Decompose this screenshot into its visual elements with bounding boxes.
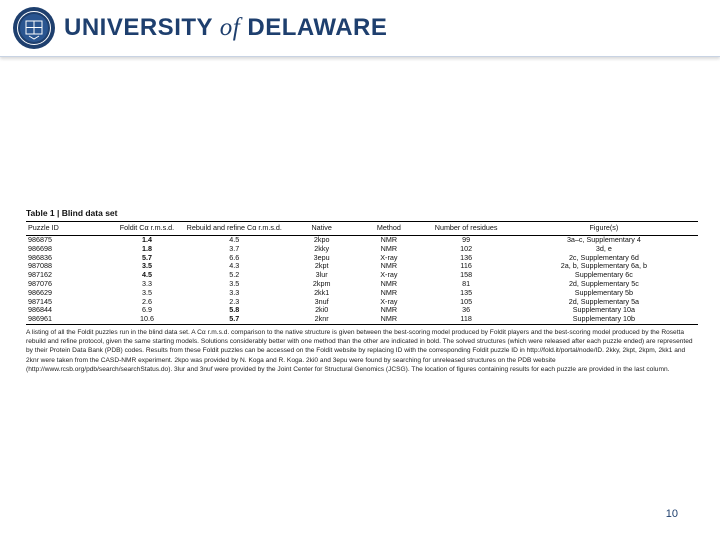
table-cell: 158 xyxy=(460,270,473,280)
table-cell: 3.3 xyxy=(141,278,152,288)
table-cell: 1.8 xyxy=(141,243,152,253)
table-row xyxy=(26,315,698,324)
table-cell: NMR xyxy=(380,305,398,315)
table-cell: 2a, b, Supplementary 6a, b xyxy=(560,261,648,271)
table-cell: 3.5 xyxy=(141,261,152,271)
table-cell: 986875 xyxy=(28,235,52,244)
table-cell: 2kpm xyxy=(312,278,331,288)
column-header: Puzzle ID xyxy=(26,222,113,236)
table-cell: 36 xyxy=(462,305,471,315)
table-cell: 136 xyxy=(460,252,473,262)
column-header: Foldit Cα r.m.s.d. xyxy=(113,222,180,236)
table-cell: 116 xyxy=(460,261,472,271)
table-cell: 10.6 xyxy=(113,315,180,324)
table-cell: 3.5 xyxy=(141,287,152,297)
column-header: Native xyxy=(288,222,355,236)
table-cell: 81 xyxy=(462,278,471,288)
table-cell: X-ray xyxy=(380,252,398,262)
table-cell: 986844 xyxy=(28,305,52,315)
table-cell: Supplementary 10b xyxy=(510,315,698,324)
table-cell: 3nuf xyxy=(314,296,329,306)
page-number: 10 xyxy=(665,508,678,520)
university-wordmark xyxy=(64,14,387,42)
table-cell: 2d, Supplementary 5c xyxy=(568,278,639,288)
table-cell: 3a–c, Supplementary 4 xyxy=(566,235,641,244)
table-cell: NMR xyxy=(380,278,398,288)
table-cell: 6.6 xyxy=(229,252,240,262)
column-header: Rebuild and refine Cα r.m.s.d. xyxy=(181,222,289,236)
table-cell: 987145 xyxy=(28,296,52,306)
table-cell: 2knr xyxy=(288,315,355,324)
table-cell: NMR xyxy=(380,287,398,297)
slide-header xyxy=(0,0,720,57)
table-cell: 2kk1 xyxy=(314,287,330,297)
table-cell: Supplementary 5b xyxy=(574,287,634,297)
blind-data-table-figure xyxy=(26,208,698,374)
table-cell: 102 xyxy=(460,243,473,253)
table-cell: Supplementary 10a xyxy=(572,305,636,315)
table-caption: A listing of all the Foldit puzzles run in the blind data set. A Cα r.m.s.d. comparison to the native structure is given between the best-scoring model produced by Foldit players and the best-scoring model produced by the Rosetta rebuild and refine protocol, given the same starting models. Solutions considerably better with one method than the other are indicated in bold. The solved structures (which were released after each puzzle ended) are represented by their Protein Data Bank (PDB) codes. Results from these Foldit puzzles can be accessed on the Foldit website by replacing ID with the corresponding Foldit puzzle ID in http://fold.it/portal/node/ID. 2kky, 2kpt, 2kpm, 2kk1 and 2knr were taken from the CASD-NMR experiment. 2kpo was provided by N. Koga and R. Koga. 2ki0 and 3epu were found by searching for unreleased structures on the PDB website (http://www.rcsb.org/pdb/search/searchStatus.do). 3lur and 3nuf were provided by the Joint Center for Structural Genomics (JCSG). The location of figures containing results for each puzzle are provided in the last column. xyxy=(26,328,693,373)
blind-data-table xyxy=(26,222,698,325)
table-cell: 4.5 xyxy=(229,235,240,244)
table-cell: 987076 xyxy=(28,278,52,288)
table-cell: 2kpo xyxy=(313,235,330,244)
university-seal-icon xyxy=(12,6,56,50)
wordmark-delaware: DELAWARE xyxy=(247,14,388,41)
table-cell: 986961 xyxy=(26,315,113,324)
table-cell: 987088 xyxy=(28,261,52,271)
table-cell: 5.7 xyxy=(181,315,289,324)
table-cell: 2kpt xyxy=(314,261,329,271)
table-cell: 6.9 xyxy=(141,305,152,315)
table-cell: Supplementary 6c xyxy=(574,270,633,280)
table-cell: 4.3 xyxy=(229,261,240,271)
table-cell: 2ki0 xyxy=(315,305,329,315)
table-cell: 3.7 xyxy=(229,243,240,253)
table-cell: 2c, Supplementary 6d xyxy=(568,252,639,262)
table-cell: 986836 xyxy=(28,252,52,262)
table-cell: 3.5 xyxy=(229,278,240,288)
table-cell: 5.7 xyxy=(141,252,152,262)
column-header: Number of residues xyxy=(422,222,509,236)
table-cell: 3epu xyxy=(313,252,330,262)
table-cell: 5.8 xyxy=(229,305,240,315)
column-header: Figure(s) xyxy=(510,222,698,236)
table-cell: 4.5 xyxy=(141,270,152,280)
table-cell: 3.3 xyxy=(229,287,240,297)
table-header-row xyxy=(26,222,698,236)
table-cell: 2.6 xyxy=(141,296,152,306)
table-cell: 105 xyxy=(460,296,473,306)
table-cell: 2.3 xyxy=(229,296,240,306)
table-cell: 3d, e xyxy=(595,243,612,253)
table-cell: 3lur xyxy=(315,270,328,280)
column-header: Method xyxy=(355,222,422,236)
table-cell: 5.2 xyxy=(229,270,240,280)
wordmark-of: of xyxy=(219,14,241,41)
table-cell: 987162 xyxy=(28,270,52,280)
table-cell: NMR xyxy=(380,243,398,253)
table-cell: 99 xyxy=(462,235,471,244)
table-cell: 1.4 xyxy=(141,235,152,244)
table-cell: NMR xyxy=(380,261,398,271)
wordmark-university: UNIVERSITY xyxy=(64,14,213,41)
table-cell: 986629 xyxy=(28,287,52,297)
table-cell: 2d, Supplementary 5a xyxy=(568,296,640,306)
table-title: Table 1 | Blind data set xyxy=(26,208,698,222)
table-cell: 2kky xyxy=(314,243,330,253)
table-cell: 986698 xyxy=(28,243,52,253)
table-cell: NMR xyxy=(355,315,422,324)
table-cell: X-ray xyxy=(380,270,398,280)
table-cell: X-ray xyxy=(380,296,398,306)
table-cell: NMR xyxy=(380,235,398,244)
table-cell: 135 xyxy=(460,287,473,297)
table-cell: 118 xyxy=(422,315,509,324)
